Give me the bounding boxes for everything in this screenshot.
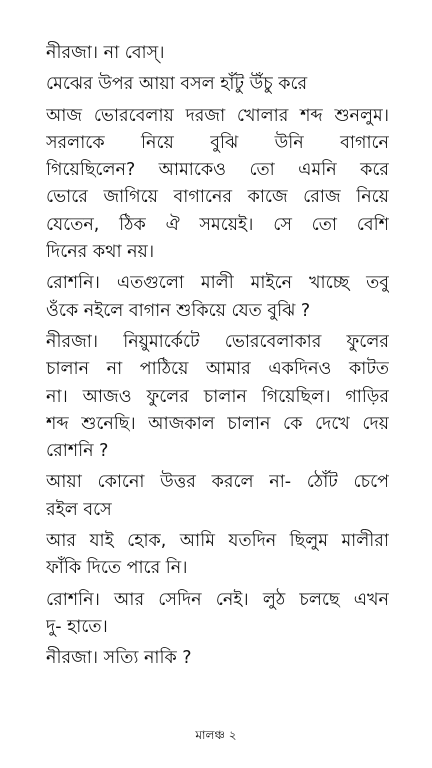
page-body [46,40,389,673]
text-line: রোশনি ? [46,441,109,462]
paragraph [46,469,389,524]
text-line: ওঁকে নইলে বাগান শুকিয়ে যেত বুঝি ? [46,300,311,321]
paragraph [46,329,389,465]
text-line: রইল বসে [46,499,112,520]
text-line: ফাঁকি দিতে পারে নি। [46,558,188,579]
paragraph [46,103,389,267]
paragraph [46,270,389,325]
text-line: গিয়েছিলেন? আমাকেও তো এমনি করে [46,160,389,181]
text-line: না। আজও ফুলের চালান গিয়েছিল। গাড়ির [46,386,389,407]
text-line: দিনের কথা নয়। [46,242,155,263]
text-line: ভোরে জাগিয়ে বাগানের কাজে রোজ নিয়ে [46,187,389,208]
text-line: আজ ভোরবেলায় দরজা খোলার শব্দ শুনলুম। [46,105,389,126]
paragraph [46,528,389,583]
page-footer: মালঞ্চ ২ [195,728,237,742]
paragraph [46,40,389,67]
text-line: নীরজা। না বোস্। [46,43,165,63]
text-line: যেতেন, ঠিক ঐ সময়েই। সে তো বেশি [46,214,389,235]
text-line: শব্দ শুনেছি। আজকাল চালান কে দেখে দেয় [46,413,389,434]
text-line: চালান না পাঠিয়ে আমার একদিনও কাটত [46,359,389,380]
text-line: রোশনি। আর সেদিন নেই। লুঠ চলছে এখন [46,589,389,610]
text-line: নীরজা। নিয়ুমার্কেটে ভোরবেলাকার ফুলের [46,331,389,352]
text-line: মেঝের উপর আয়া বসল হাঁটু উঁচু করে [46,74,308,95]
text-line: আয়া কোনো উত্তর করলে না- ঠোঁট চেপে [46,472,389,493]
paragraph [46,645,389,672]
text-line: আর যাই হোক, আমি যতদিন ছিলুম মালীরা [46,531,389,552]
paragraph [46,71,389,98]
text-line: রোশনি। এতগুলো মালী মাইনে খাচ্ছে তবু [46,273,389,294]
text-line: সরলাকে নিয়ে বুঝি উনি বাগানে [46,132,389,153]
paragraph [46,587,389,642]
text-line: দু- হাতে। [46,616,108,637]
text-line: নীরজা। সত্যি নাকি ? [46,648,192,669]
